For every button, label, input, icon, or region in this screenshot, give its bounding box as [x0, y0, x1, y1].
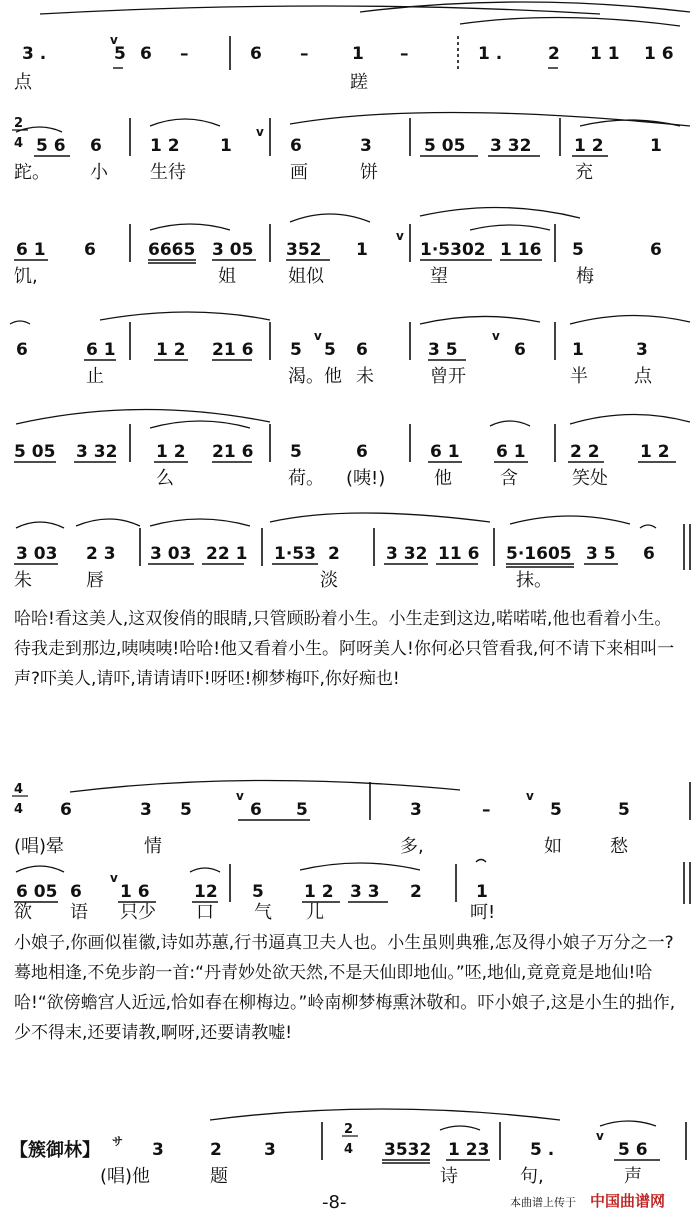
note: 5: [550, 800, 562, 820]
note: 352: [286, 240, 322, 260]
note: 5: [114, 44, 126, 64]
note: 2 3: [86, 544, 116, 564]
lyric: 望: [430, 266, 448, 287]
note: 3 03: [150, 544, 192, 564]
note: 3 3: [350, 882, 380, 902]
note: 12: [194, 882, 218, 902]
breath-mark: v: [314, 329, 322, 343]
note: 1·5302: [420, 240, 486, 260]
lyric: 点: [634, 366, 652, 387]
time-sig-bottom: 4: [14, 802, 24, 817]
lyric: 诗: [440, 1166, 458, 1187]
lyric: 点: [14, 72, 32, 93]
note: 6: [356, 340, 368, 360]
score-system-8: [0, 842, 700, 924]
note: 5 05: [14, 442, 56, 462]
lyric: 小: [90, 162, 108, 183]
lyric: 梅: [576, 266, 594, 287]
note: 3: [140, 800, 152, 820]
lyric: 饼: [360, 162, 378, 183]
note: 1 2: [156, 442, 186, 462]
breath-mark: v: [492, 329, 500, 343]
note: 6 1: [430, 442, 460, 462]
note: 6: [60, 800, 72, 820]
note: 6 05: [16, 882, 58, 902]
note: 2 2: [570, 442, 600, 462]
note: 5: [296, 800, 308, 820]
score-system-4: [0, 298, 700, 390]
spoken-dialogue-2: [14, 928, 686, 1048]
staff-marks: [0, 200, 700, 292]
lyric: 题: [210, 1166, 228, 1187]
lyric: 生待: [150, 162, 186, 183]
note: 5: [572, 240, 584, 260]
note: 6: [514, 340, 526, 360]
note: 6 1: [86, 340, 116, 360]
note: 3532: [384, 1140, 432, 1160]
score-system-9: [0, 1098, 700, 1188]
lyric: 儿: [306, 902, 324, 923]
note: 6: [643, 544, 655, 564]
note: 5: [252, 882, 264, 902]
note: 2: [210, 1140, 222, 1160]
note: 5: [324, 340, 336, 360]
lyric: 含: [500, 468, 518, 489]
note: 6: [70, 882, 82, 902]
note: 1 1: [590, 44, 620, 64]
note: –: [400, 44, 409, 64]
note: 1: [220, 136, 232, 156]
note: 6: [16, 340, 28, 360]
lyric: 如: [544, 836, 562, 857]
breath-mark: v: [236, 789, 244, 803]
note: 6: [356, 442, 368, 462]
note: 6: [90, 136, 102, 156]
note: 3 32: [386, 544, 428, 564]
note: 1: [476, 882, 488, 902]
note: 6: [84, 240, 96, 260]
site-logo[interactable]: 中国曲谱网: [590, 1192, 666, 1210]
score-system-2: [0, 104, 700, 196]
free-meter-mark: サ: [112, 1135, 123, 1148]
note: 1 .: [478, 44, 503, 64]
note: –: [482, 800, 491, 820]
breath-mark: v: [396, 229, 404, 243]
note: 6: [650, 240, 662, 260]
note: 1 23: [448, 1140, 490, 1160]
lyric: 口: [196, 902, 214, 923]
note: 21 6: [212, 442, 254, 462]
note: 1: [352, 44, 364, 64]
note: 3 5: [428, 340, 458, 360]
note: 6665: [148, 240, 196, 260]
lyric: 未: [356, 366, 374, 387]
page-number: -8-: [322, 1192, 347, 1213]
note: 3: [410, 800, 422, 820]
lyric: 止: [86, 366, 104, 387]
lyric: 句,: [520, 1166, 544, 1187]
note: 3: [360, 136, 372, 156]
note: 21 6: [212, 340, 254, 360]
note: –: [300, 44, 309, 64]
lyric: 淡: [320, 570, 338, 591]
breath-mark: v: [256, 125, 264, 139]
dialogue-text: 哈哈!看这美人,这双俊俏的眼睛,只管顾盼着小生。小生走到这边,喏喏喏,他也看着小生。待我走到那边,咦咦咦!哈哈!他又看着小生。阿呀美人!你何必只管看我,何不请下来相叫一声?吓美人,请吓,请请请吓!呀呸!柳梦梅吓,你好痴也!: [14, 609, 675, 689]
lyric: 呵!: [470, 902, 496, 923]
lyric: 蹉: [350, 72, 368, 93]
note: 5: [618, 800, 630, 820]
note: 1 2: [156, 340, 186, 360]
lyric: 唇: [86, 570, 104, 591]
note: 1 2: [150, 136, 180, 156]
note: 22 1: [206, 544, 248, 564]
lyric: 姐似: [288, 266, 324, 287]
lyric: 曾开: [430, 366, 466, 387]
note: 3: [636, 340, 648, 360]
score-system-3: [0, 200, 700, 292]
note: 5: [180, 800, 192, 820]
note: 3: [152, 1140, 164, 1160]
note: 1·53: [274, 544, 316, 564]
time-sig-bottom: 4: [344, 1142, 354, 1157]
note: 1 2: [574, 136, 604, 156]
note: 1 2: [304, 882, 334, 902]
note: 5: [290, 442, 302, 462]
lyric: 声: [624, 1166, 642, 1187]
breath-mark: v: [110, 871, 118, 885]
note: –: [180, 44, 189, 64]
note: 5 6: [36, 136, 66, 156]
time-sig-top: 4: [14, 782, 24, 797]
note: 1 6: [644, 44, 674, 64]
source-note: 本曲谱上传于: [510, 1196, 576, 1209]
note: 1: [356, 240, 368, 260]
note: 3 .: [22, 44, 47, 64]
note: 5 6: [618, 1140, 648, 1160]
note: 6: [250, 800, 262, 820]
note: 6: [290, 136, 302, 156]
lyric: 姐: [218, 266, 236, 287]
lyric: 气: [254, 902, 272, 923]
spoken-dialogue-1: [14, 604, 686, 694]
lyric: 笑处: [572, 468, 608, 489]
note: 2: [548, 44, 560, 64]
note: 1 2: [640, 442, 670, 462]
note: 6: [140, 44, 152, 64]
lyric: 抹。: [516, 570, 552, 591]
staff-marks: [0, 770, 700, 840]
time-sig-top: 2: [14, 116, 24, 131]
note: 1: [650, 136, 662, 156]
score-system-5: [0, 400, 700, 494]
note: 3 32: [490, 136, 532, 156]
note: 2: [410, 882, 422, 902]
note: 5 .: [530, 1140, 555, 1160]
lyric: 他: [434, 468, 452, 489]
note: 1: [572, 340, 584, 360]
note: 6 1: [16, 240, 46, 260]
lyric: 么: [156, 468, 174, 489]
breath-mark: v: [110, 33, 118, 47]
dialogue-text: 小娘子,你画似崔徽,诗如苏蕙,行书逼真卫夫人也。小生虽则典雅,怎及得小娘子万分之一?蓦地相逢,不免步韵一首:“丹青妙处欲天然,不是天仙即地仙。”呸,地仙,竟竟竟是地仙!哈哈!“欲傍蟾宫人近远,恰如春在柳梅边。”岭南柳梦梅熏沐敬和。吓小娘子,这是小生的拙作,少不得末,还要请教,啊呀,还要请教嘘!: [14, 933, 676, 1043]
note: 3 5: [586, 544, 616, 564]
note: 5: [290, 340, 302, 360]
lyric: (唱)他: [100, 1166, 151, 1187]
lyric: 欲: [14, 902, 32, 923]
note: 6 1: [496, 442, 526, 462]
breath-mark: v: [596, 1129, 604, 1143]
lyric: (咦!): [346, 468, 386, 489]
time-sig-bottom: 4: [14, 136, 24, 151]
note: 2: [328, 544, 340, 564]
note: 3 32: [76, 442, 118, 462]
note: 5 05: [424, 136, 466, 156]
score-system-7: [0, 770, 700, 840]
lyric: 朱: [14, 570, 32, 591]
breath-mark: v: [526, 789, 534, 803]
lyric: 画: [290, 162, 308, 183]
lyric: 愁: [610, 836, 628, 857]
lyric: (唱)晕: [14, 836, 65, 857]
note: 1 6: [120, 882, 150, 902]
lyric: 荷。: [288, 468, 324, 489]
time-sig-top: 2: [344, 1122, 354, 1137]
note: 5·1605: [506, 544, 572, 564]
qupai-label: 【簇御林】: [10, 1140, 100, 1161]
lyric: 语: [70, 902, 88, 923]
note: 11 6: [438, 544, 480, 564]
note: 3: [264, 1140, 276, 1160]
note: 3 05: [212, 240, 254, 260]
lyric: 情: [144, 836, 162, 857]
note: 1 16: [500, 240, 542, 260]
lyric: 只少: [120, 902, 156, 923]
lyric: 渴。他: [288, 366, 342, 387]
page-footer: [0, 1188, 700, 1218]
note: 6: [250, 44, 262, 64]
lyric: 饥,: [14, 266, 38, 287]
score-system-1: [0, 0, 700, 100]
lyric: 多,: [400, 836, 424, 857]
lyric: 充: [575, 162, 593, 183]
note: 3 03: [16, 544, 58, 564]
lyric: 跎。: [14, 162, 50, 183]
lyric: 半: [570, 366, 588, 387]
score-system-6: [0, 500, 700, 596]
